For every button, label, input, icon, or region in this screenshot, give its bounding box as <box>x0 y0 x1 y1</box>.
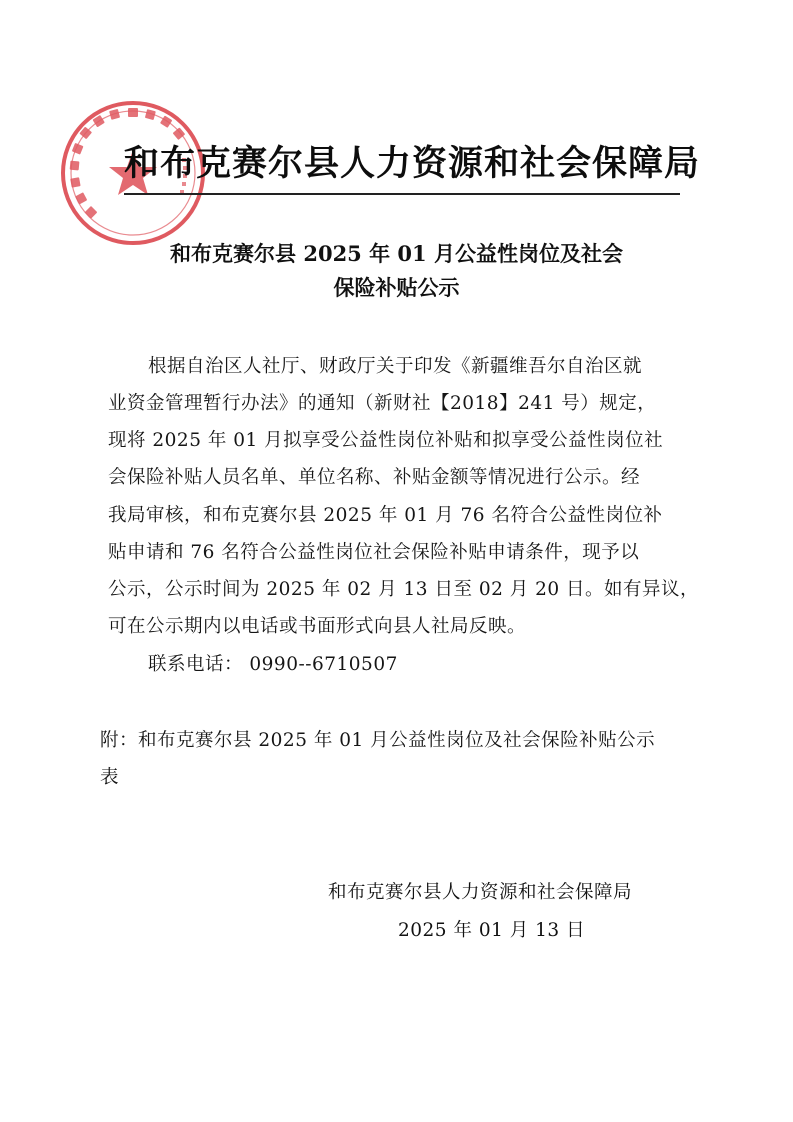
letterhead-title: 和布克赛尔县人力资源和社会保障局 <box>124 143 701 184</box>
signature-organization: 和布克赛尔县人力资源和社会保障局 <box>328 882 633 903</box>
document-title-line-2: 保险补贴公示 <box>333 275 460 300</box>
body-line: 贴申请和 76 名符合公益性岗位社会保险补贴申请条件，现予以 <box>108 542 640 563</box>
body-line: 我局审核，和布克赛尔县 2025 年 01 月 76 名符合公益性岗位补 <box>108 505 663 526</box>
document-title-line-1: 和布克赛尔县 2025 年 01 月公益性岗位及社会 <box>170 241 623 266</box>
body-line: 根据自治区人社厅、财政厅关于印发《新疆维吾尔自治区就 <box>148 356 643 377</box>
body-line: 现将 2025 年 01 月拟享受公益性岗位补贴和拟享受公益性岗位社 <box>108 430 664 451</box>
attachment-line-2: 表 <box>100 767 120 788</box>
attachment-line-1: 附：和布克赛尔县 2025 年 01 月公益性岗位及社会保险补贴公示 <box>100 730 656 751</box>
contact-phone: 联系电话： 0990--6710507 <box>148 654 398 675</box>
body-line: 业资金管理暂行办法》的通知（新财社【2018】241 号）规定， <box>108 393 657 414</box>
body-line: 公示，公示时间为 2025 年 02 月 13 日至 02 月 20 日。如有异议， <box>108 579 700 600</box>
letterhead-divider <box>124 193 680 195</box>
body-line: 可在公示期内以电话或书面形式向县人社局反映。 <box>108 616 527 637</box>
body-line: 会保险补贴人员名单、单位名称、补贴金额等情况进行公示。经 <box>108 467 641 488</box>
signature-date: 2025 年 01 月 13 日 <box>398 920 586 941</box>
